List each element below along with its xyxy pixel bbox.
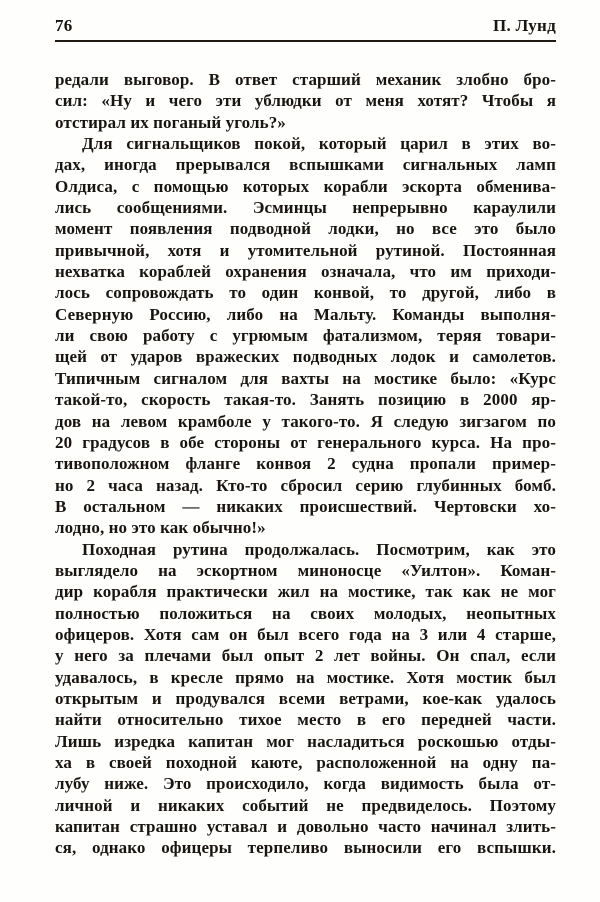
text-line: нехватка кораблей охранения означала, что им приходи- [55,262,556,282]
text-line: офицеров. Хотя сам он был всего года на 3 или 4 старше, [55,624,556,644]
text-line: полностью положиться на своих молодых, неопытных [55,603,556,623]
text-line: ха в своей походной каюте, расположенной на одну па- [55,753,556,772]
text-line: лубу ниже. Это происходило, когда видимость была от- [55,774,556,794]
text-line: лодно, но это как обычно!» [55,518,266,538]
text-line: Олдиса, с помощью которых корабли эскорта обменива- [55,176,556,196]
page-header [0,0,600,36]
text-line: лись сообщениями. Эсминцы непрерывно караулили [55,198,556,218]
text-line: у него за плечами был опыт 2 лет войны. Он спал, если [55,646,556,666]
text-line: Для сигнальщиков покой, который царил в этих во- [82,134,556,154]
text-line: дир корабля практически жил на мостике, так как не мог [55,582,556,602]
text-line: открытым и продувался всеми ветрами, кое-как удалось [55,688,556,708]
paragraph [55,69,556,133]
text-line: выглядело на эскортном миноносце «Уилтон». Коман- [55,560,556,580]
text-line: удавалось, в кресле прямо на мостике. Хотя мостик был [55,667,556,687]
text-line: но 2 часа назад. Кто-то сбросил серию глубинных бомб. [55,475,556,495]
text-line: Типичным сигналом для вахты на мостике было: «Курс [55,368,556,388]
text-line: ся, однако офицеры терпеливо выносили его вспышки. [55,838,556,858]
text-line: капитан страшно уставал и довольно часто начинал злить- [55,817,556,837]
text-line: Лишь изредка капитан мог насладиться роскошью отды- [55,731,556,751]
page-number: 76 [55,16,73,35]
text-line: ли свою работу с угрюмым фатализмом, теряя товари- [55,326,556,346]
text-line: отстирал их поганый уголь?» [55,112,286,132]
header-rule [55,40,556,42]
text-block [55,69,556,859]
text-line: В остальном — никаких происшествий. Чертовски хо- [55,496,556,516]
text-line: щей от ударов вражеских подводных лодок и самолетов. [55,347,556,367]
text-line: Походная рутина продолжалась. Посмотрим, как это [82,539,556,559]
running-title: П. Лунд [493,16,556,35]
text-line: момент появления подводной лодки, но все это было [55,219,556,239]
text-line: редали выговор. В ответ старший механик злобно бро- [55,70,556,89]
text-line: тивоположном фланге конвоя 2 судна пропали пример- [55,454,556,474]
text-line: такой-то, скорость такая-то. Занять позицию в 2000 яр- [55,390,556,410]
paragraph [55,133,556,539]
paragraph [55,539,556,859]
text-line: найти относительно тихое место в его передней части. [55,710,556,730]
text-line: сил: «Ну и чего эти ублюдки от меня хотят? Чтобы я [55,91,556,111]
text-line: привычной, хотя и утомительной рутиной. Постоянная [55,240,556,260]
text-line: личной и никаких событий не предвиделось. Поэтому [55,795,556,815]
text-line: Северную Россию, либо на Мальту. Команды выполня- [55,304,556,324]
text-line: дов на левом крамболе у такого-то. Я следую зигзагом по [55,411,556,431]
text-line: дах, иногда прерывался вспышками сигнальных ламп [55,155,556,175]
text-line: лось сопровождать то один конвой, то другой, либо в [55,283,556,303]
text-line: 20 градусов в обе стороны от генерального курса. На про- [55,432,556,452]
